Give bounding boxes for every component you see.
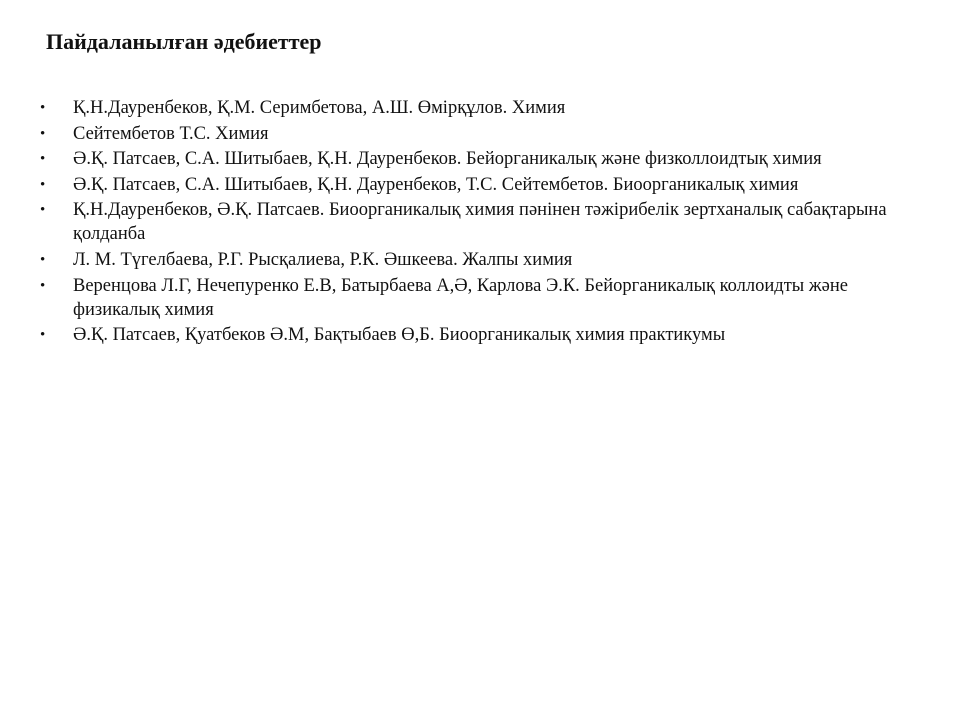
bullet-icon: • [40, 125, 46, 142]
bullet-icon: • [40, 277, 46, 294]
list-item [40, 248, 930, 272]
list-item [40, 173, 930, 197]
list-item [40, 274, 930, 322]
reference-list [40, 96, 930, 349]
reference-text: Сейтембетов Т.С. Химия [73, 123, 269, 144]
list-item [40, 323, 930, 347]
reference-text: Ә.Қ. Патсаев, Қуатбеков Ә.М, Бақтыбаев Ө,Б. Биоорганикалық химия практикумы [73, 325, 726, 346]
reference-text: Ә.Қ. Патсаев, С.А. Шитыбаев, Қ.Н. Дауренбеков. Бейорганикалық және физколлоидтық химия [73, 149, 822, 170]
bullet-icon: • [40, 251, 46, 268]
bullet-icon: • [40, 151, 46, 168]
reference-text: Л. М. Түгелбаева, Р.Г. Рысқалиева, Р.К. Әшкеева. Жалпы химия [73, 249, 573, 270]
reference-text: Қ.Н.Дауренбеков, Қ.М. Серимбетова, А.Ш. Өмірқұлов. Химия [73, 98, 566, 118]
list-item [40, 96, 930, 120]
reference-text: Қ.Н.Дауренбеков, Ә.Қ. Патсаев. Биоорганикалық химия пәнінен тәжірибелік зертханалық сабақтарына қолданба [73, 200, 887, 245]
page-title: Пайдаланылған әдебиеттер [46, 29, 322, 54]
list-item [40, 198, 930, 246]
bullet-icon: • [40, 100, 46, 116]
reference-text: Ә.Қ. Патсаев, С.А. Шитыбаев, Қ.Н. Дауренбеков, Т.С. Сейтембетов. Биоорганикалық химия [73, 174, 799, 195]
list-item [40, 147, 930, 171]
bullet-icon: • [40, 327, 46, 344]
list-item [40, 122, 930, 146]
bullet-icon: • [40, 176, 46, 193]
bullet-icon: • [40, 202, 46, 219]
reference-text: Веренцова Л.Г, Нечепуренко Е.В, Батырбаева А,Ә, Карлова Э.К. Бейорганикалық коллоидты және физикалық химия [73, 275, 848, 320]
